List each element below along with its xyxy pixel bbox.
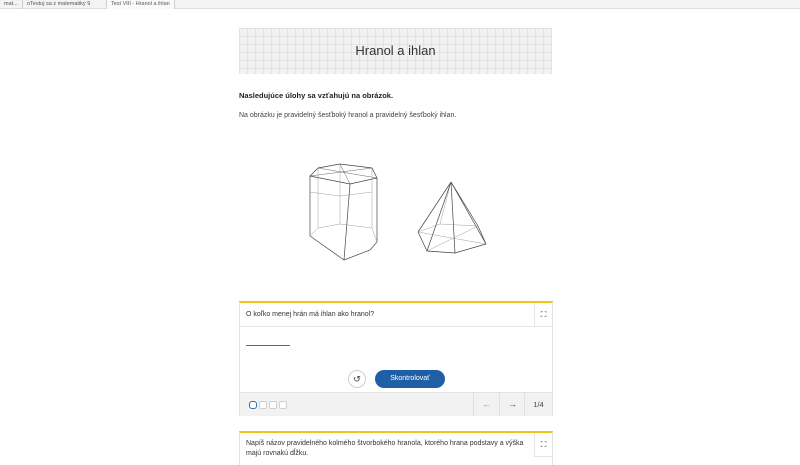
question-footer [240,392,552,416]
check-button[interactable]: Skontrolovať [375,370,445,388]
page-title: Hranol a ihlan [355,43,436,58]
expand-icon[interactable]: ⛶ [534,303,552,327]
hexagonal-prism [310,164,377,260]
tab-otestuj[interactable]: oTestuj sa z matematiky 9 [22,0,94,9]
tab-test-viii[interactable]: Test VIII - Hranol a ihlan [106,0,175,9]
next-arrow-icon[interactable]: → [499,393,525,416]
question-text: Napíš názov pravidelného kolmého štvorbokého hranola, ktorého hrana podstavy a výška majú rovnakú dĺžku. [246,440,524,457]
page-counter: 1/4 [524,393,552,416]
question-card-1 [239,301,553,416]
intro-heading: Nasledujúce úlohy sa vzťahujú na obrázok. [239,91,394,100]
prism-pyramid-drawing [300,158,500,268]
expand-icon[interactable]: ⛶ [534,433,552,457]
prev-arrow-icon[interactable]: ← [473,393,499,416]
solids-figure [300,158,500,268]
page-title-box [239,28,552,74]
intro-text: Na obrázku je pravidelný šesťboký hranol a pravidelný šesťboký ihlan. [239,112,457,119]
progress-dot-1[interactable] [249,401,257,409]
question-text: O koľko menej hrán má ihlan ako hranol? [246,311,375,318]
answer-input[interactable] [246,345,290,346]
progress-dot-3[interactable] [269,401,277,409]
progress-dot-4[interactable] [279,401,287,409]
reset-icon[interactable]: ↺ [348,370,366,388]
question-card-2 [239,431,553,465]
hexagonal-pyramid [418,182,486,253]
progress-dot-2[interactable] [259,401,267,409]
browser-tab-bar [0,0,800,9]
tab-previous[interactable]: mat... [4,1,18,7]
question-header [240,303,552,327]
